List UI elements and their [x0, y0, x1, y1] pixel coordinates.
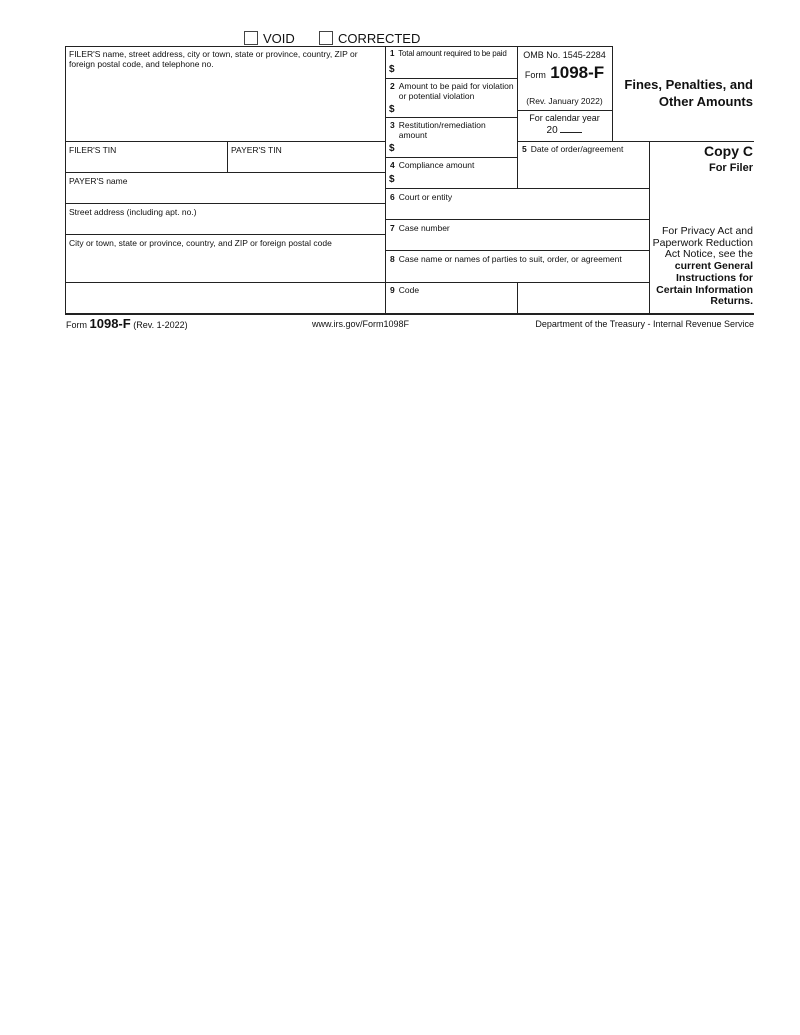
box3-text: Restitution/remediation amount: [398, 120, 486, 140]
corrected-check-box[interactable]: [319, 31, 333, 45]
copy-for-label: For Filer: [708, 162, 753, 174]
privacy-line: Instructions for: [675, 271, 753, 284]
footer-form-word: Form: [66, 320, 87, 330]
divider: [517, 141, 754, 142]
divider: [65, 203, 385, 204]
divider: [65, 172, 385, 173]
footer-form-id: [66, 316, 188, 331]
box7-label[interactable]: [390, 223, 450, 233]
form-number-text: 1098-F: [550, 63, 605, 82]
calendar-year-field[interactable]: [517, 125, 612, 136]
account-field[interactable]: [66, 283, 384, 312]
year-prefix: 20: [546, 125, 558, 136]
box5-number: 5: [522, 144, 527, 154]
box7-number: 7: [390, 223, 395, 233]
divider: [385, 219, 649, 220]
void-label: VOID: [263, 31, 295, 46]
box1-number: 1: [390, 49, 395, 58]
divider: [385, 250, 649, 251]
divider: [65, 141, 385, 142]
copy-label: Copy C: [704, 143, 753, 159]
filer-tin-field[interactable]: FILER'S TIN: [69, 145, 117, 155]
box7-text: Case number: [398, 223, 450, 233]
box9-label[interactable]: [390, 285, 419, 295]
box6-label[interactable]: [390, 192, 452, 202]
void-checkbox[interactable]: [244, 31, 295, 46]
calendar-year-label: For calendar year: [529, 113, 600, 123]
divider: [227, 141, 228, 172]
divider: [65, 46, 612, 47]
privacy-line: Certain Information: [656, 283, 753, 296]
payer-tin-field[interactable]: PAYER'S TIN: [231, 145, 282, 155]
box2-text: Amount to be paid for violation or potential violation: [398, 81, 514, 101]
privacy-line: For Privacy Act and: [661, 225, 753, 237]
box6-text: Court or entity: [398, 192, 453, 202]
box2-label[interactable]: [390, 81, 515, 101]
box9-number: 9: [390, 285, 395, 295]
box2-number: 2: [390, 81, 395, 91]
privacy-line: current General: [674, 260, 753, 273]
divider: [385, 46, 386, 313]
box6-number: 6: [390, 192, 395, 202]
box1-label[interactable]: [390, 49, 507, 59]
city-field[interactable]: City or town, state or province, country, and ZIP or foreign postal code: [69, 238, 332, 248]
divider: [65, 234, 385, 235]
corrected-label: CORRECTED: [338, 31, 421, 46]
box4-dollar: $: [389, 174, 395, 185]
box3-label[interactable]: [390, 120, 500, 140]
divider: [65, 313, 754, 315]
footer-revision: (Rev. 1-2022): [133, 320, 188, 330]
year-blank[interactable]: [560, 132, 582, 133]
payer-name-field[interactable]: PAYER'S name: [69, 176, 128, 186]
box3-dollar: $: [389, 143, 395, 154]
footer-department: Department of the Treasury - Internal Revenue Service: [535, 319, 754, 329]
filer-name-field[interactable]: FILER'S name, street address, city or town, state or province, country, ZIP or foreign postal code, and telephone no.: [69, 49, 358, 69]
box4-label[interactable]: [390, 160, 474, 170]
divider: [385, 157, 517, 158]
box9-text: Code: [398, 285, 420, 295]
form-word: Form: [524, 70, 546, 80]
title-line-2: Other Amounts: [658, 94, 753, 109]
privacy-line: Act Notice, see the: [664, 248, 753, 261]
divider: [385, 188, 649, 189]
privacy-line: Returns.: [710, 295, 753, 308]
box1-text: Total amount required to be paid: [398, 49, 507, 58]
footer-url[interactable]: www.irs.gov/Form1098F: [312, 319, 410, 329]
privacy-line: Paperwork Reduction: [652, 236, 753, 249]
omb-number: OMB No. 1545-2284: [523, 50, 606, 60]
footer-form-number: 1098-F: [89, 316, 131, 331]
box3-number: 3: [390, 120, 395, 130]
revision: (Rev. January 2022): [526, 96, 603, 106]
box4-number: 4: [390, 160, 395, 170]
box8-number: 8: [390, 254, 395, 264]
form-title: [612, 76, 753, 110]
void-check-box[interactable]: [244, 31, 258, 45]
divider: [517, 110, 612, 111]
privacy-notice: [648, 226, 753, 308]
box8-label[interactable]: [390, 254, 622, 264]
box1-dollar: $: [389, 64, 395, 75]
box5-label[interactable]: [522, 144, 623, 154]
box4-text: Compliance amount: [398, 160, 475, 170]
box5-text: Date of order/agreement: [530, 144, 624, 154]
divider: [517, 282, 518, 313]
divider: [385, 78, 517, 79]
title-line-1: Fines, Penalties, and: [624, 77, 753, 92]
divider: [65, 46, 66, 313]
corrected-checkbox[interactable]: [319, 31, 420, 46]
street-address-field[interactable]: Street address (including apt. no.): [69, 207, 197, 217]
divider: [385, 117, 517, 118]
box8-text: Case name or names of parties to suit, order, or agreement: [398, 254, 622, 264]
box2-dollar: $: [389, 104, 395, 115]
form-number: [517, 63, 612, 83]
